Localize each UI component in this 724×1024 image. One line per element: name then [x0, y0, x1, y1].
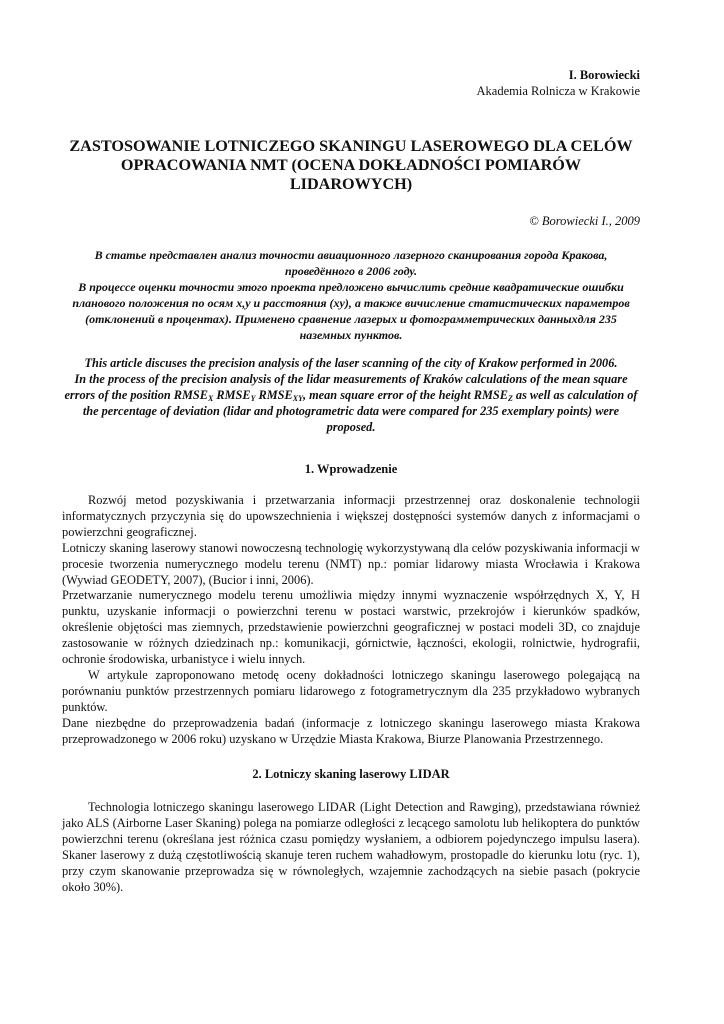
section-1-paragraph-4: W artykule zaproponowano metodę oceny dokładności lotniczego skaningu laserowego polegającą na porównaniu punktów przestrzennych pomiaru lidarowego z fotogrametrycznym dla 235 przykładowo wybranych punktów. — [62, 667, 640, 714]
subscript-y: Y — [250, 394, 256, 403]
abstract-en-text: In the process of the precision analysis of the lidar measurements of Kraków calculations of the mean square errors of the position RMSE — [64, 372, 628, 402]
abstract-ru-paragraph-1: В статье представлен анализ точности авиационного лазерного сканирования города Кракова, проведённого в 2006 году. — [94, 248, 608, 278]
abstract-en-paragraph-2 — [62, 371, 640, 435]
author-name: I. Borowiecki — [568, 68, 640, 82]
abstract-en-text: as well as calculation of the percentage of deviation (lidar and photogrametric data were compared for 235 exemplary points) were proposed. — [82, 388, 638, 434]
section-1-body — [62, 493, 640, 748]
paper-title: ZASTOSOWANIE LOTNICZEGO SKANINGU LASEROWEGO DLA CELÓW OPRACOWANIA NMT (OCENA DOKŁADNOŚCI POMIARÓW LIDAROWYCH) — [69, 137, 633, 193]
abstract-english — [62, 355, 640, 435]
subscript-z: Z — [507, 394, 513, 403]
author-affiliation: Akademia Rolnicza w Krakowie — [476, 84, 640, 98]
section-2-heading: 2. Lotniczy skaning laserowy LIDAR — [252, 767, 450, 781]
section-2-paragraph-1: Technologia lotniczego skaningu laserowego LIDAR (Light Detection and Rawging), przedstawiana również jako ALS (Airborne Laser Skaning) polega na pomiarze odległości z lecącego samolotu lub helikoptera do punktów powierzchni terenu (określana jest różnica czasu pomiędzy wysłaniem, a odbiorem pojedynczego impulsu lasera). Skaner laserowy z dużą częstotliwością skanuje teren ruchem wahadłowym, prostopadle do kierunku lotu (ryc. 1), przy czym skanowanie przeprowadza się w równoległych, wzajemnie zachodzących na siebie pasach (pokrycie około 30%). — [62, 800, 640, 894]
abstract-en-text: RMSE — [213, 388, 251, 402]
author-block — [477, 67, 640, 99]
section-1-paragraph-1: Rozwój metod pozyskiwania i przetwarzania informacji przestrzennej oraz doskonalenie technologii informatycznych przyczynia się do upowszechnienia i większej dostępności systemów danych z informacjami o powierzchni geograficznej. — [62, 493, 640, 539]
abstract-en-text: RMSE — [255, 388, 293, 402]
abstract-ru-paragraph-2: В процессе оценки точности этого проекта предложено вычислить средние квадратические ошибки планового положения по осям x,y и расстояния (xy), а также вичисление статистических параметров (отклонений в процентах). Применено сравнение лазерых и фотограмметрических данныхдля 235 наземных пунктов. — [72, 280, 630, 342]
abstract-russian — [62, 247, 640, 343]
section-1-paragraph-3: Przetwarzanie numerycznego modelu terenu umożliwia między innymi wyznaczenie współrzędnych X, Y, H punktu, uzyskanie informacji o powierzchni terenu w postaci warstwic, przekrojów i kierunków spadków, określenie objętości mas ziemnych, przedstawienie powierzchni geograficznej w postaci modeli 3D, co znajduje zastosowanie w różnych dziedzinach np.: komunikacji, górnictwie, łączności, ekologii, rolnictwie, hydrografii, ochronie środowiska, urbanistyce i wielu innych. — [62, 588, 640, 667]
subscript-x: X — [207, 394, 214, 403]
abstract-en-paragraph-1: This article discuses the precision analysis of the laser scanning of the city of Krakow performed in 2006. — [84, 356, 618, 370]
section-1-heading: 1. Wprowadzenie — [304, 462, 398, 476]
copyright-line: © Borowiecki I., 2009 — [529, 214, 640, 228]
abstract-en-text: , mean square error of the height RMSE — [302, 388, 508, 402]
section-1-paragraph-5: Dane niezbędne do przeprowadzenia badań (informacje z lotniczego skaningu laserowego miasta Krakowa przeprowadzonego w 2006 roku) uzyskano w Urzędzie Miasta Krakowa, Biurze Planowania Przestrzennego. — [62, 715, 640, 746]
subscript-xy: XY — [292, 394, 303, 403]
section-1-paragraph-2: Lotniczy skaning laserowy stanowi nowoczesną technologię wykorzystywaną dla celów pozyskiwania informacji w procesie tworzenia numerycznego modelu terenu (NMT) np.: pomiar lidarowy miasta Wrocławia i Krakowa (Wywiad GEODETY, 2007), (Bucior i inni, 2006). — [62, 540, 640, 587]
section-2-body — [62, 800, 640, 895]
